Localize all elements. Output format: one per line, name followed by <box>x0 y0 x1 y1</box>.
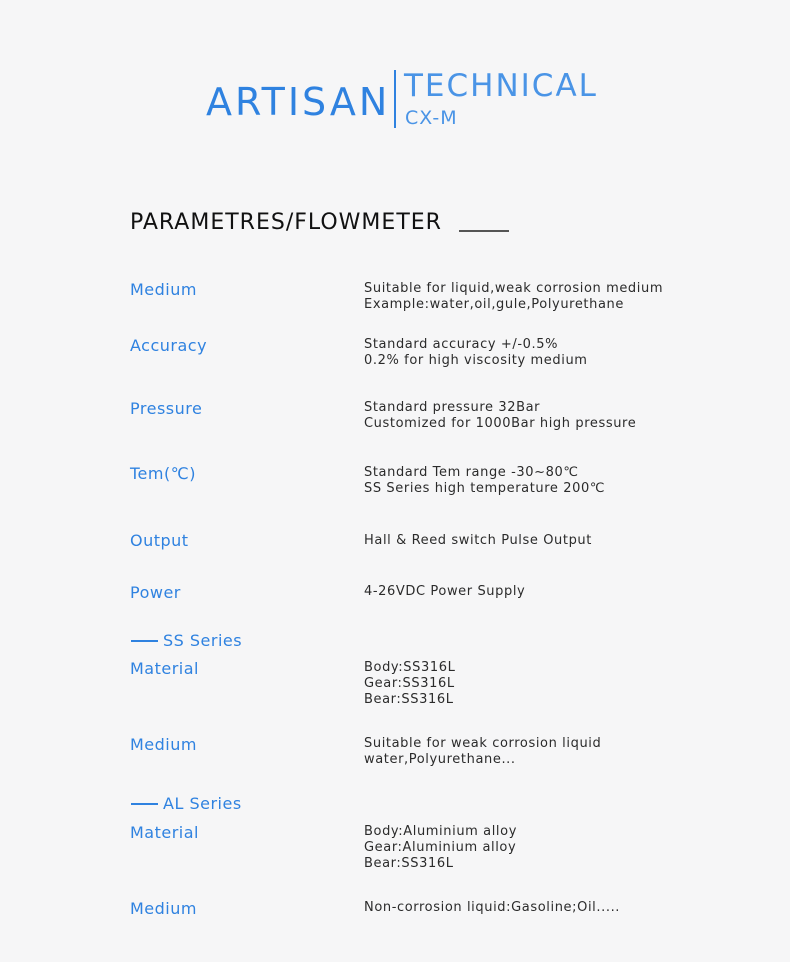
value-line: Standard Tem range -30~80℃ <box>364 465 579 480</box>
value-line: Body:SS316L <box>364 660 456 675</box>
al-value-material <box>364 824 517 872</box>
ss-series-title: SS Series <box>163 631 243 650</box>
al-label-medium: Medium <box>130 899 197 918</box>
param-value-pressure <box>364 400 636 432</box>
value-line: Non-corrosion liquid:Gasoline;Oil..... <box>364 900 621 915</box>
value-line: Hall & Reed switch Pulse Output <box>364 533 592 548</box>
value-line: Gear:Aluminium alloy <box>364 840 517 855</box>
value-line: water,Polyurethane... <box>364 752 516 767</box>
param-value-output <box>364 533 592 549</box>
value-line: 4-26VDC Power Supply <box>364 584 526 599</box>
section-underline <box>459 230 509 232</box>
value-line: Bear:SS316L <box>364 856 454 871</box>
brand-divider <box>394 70 396 128</box>
value-line: Standard pressure 32Bar <box>364 400 541 415</box>
value-line: Customized for 1000Bar high pressure <box>364 416 637 431</box>
value-line: Body:Aluminium alloy <box>364 824 517 839</box>
ss-label-medium: Medium <box>130 735 197 754</box>
series-dash <box>131 803 158 805</box>
series-dash <box>131 640 158 642</box>
al-value-medium <box>364 900 620 916</box>
param-value-accuracy <box>364 337 588 369</box>
brand-name: ARTISAN <box>206 80 391 124</box>
value-line: Suitable for liquid,weak corrosion medium <box>364 281 664 296</box>
value-line: 0.2% for high viscosity medium <box>364 353 588 368</box>
param-value-medium <box>364 281 663 313</box>
ss-value-medium <box>364 736 601 768</box>
param-label-output: Output <box>130 531 189 550</box>
param-label-temperature: Tem(℃) <box>130 464 196 483</box>
al-series-title: AL Series <box>163 794 242 813</box>
al-label-material: Material <box>130 823 199 842</box>
al-series-heading <box>131 794 242 813</box>
brand-model: CX-M <box>405 107 458 129</box>
value-line: SS Series high temperature 200℃ <box>364 481 606 496</box>
value-line: Suitable for weak corrosion liquid <box>364 736 602 751</box>
param-value-power <box>364 584 525 600</box>
section-title: PARAMETRES/FLOWMETER <box>130 210 442 235</box>
ss-value-material <box>364 660 455 708</box>
param-label-pressure: Pressure <box>130 399 203 418</box>
value-line: Gear:SS316L <box>364 676 455 691</box>
param-label-accuracy: Accuracy <box>130 336 208 355</box>
param-label-medium: Medium <box>130 280 197 299</box>
value-line: Bear:SS316L <box>364 692 454 707</box>
brand-technical: TECHNICAL <box>404 68 598 104</box>
ss-label-material: Material <box>130 659 199 678</box>
param-value-temperature <box>364 465 605 497</box>
value-line: Standard accuracy +/-0.5% <box>364 337 559 352</box>
value-line: Example:water,oil,gule,Polyurethane <box>364 297 624 312</box>
param-label-power: Power <box>130 583 181 602</box>
ss-series-heading <box>131 631 242 650</box>
